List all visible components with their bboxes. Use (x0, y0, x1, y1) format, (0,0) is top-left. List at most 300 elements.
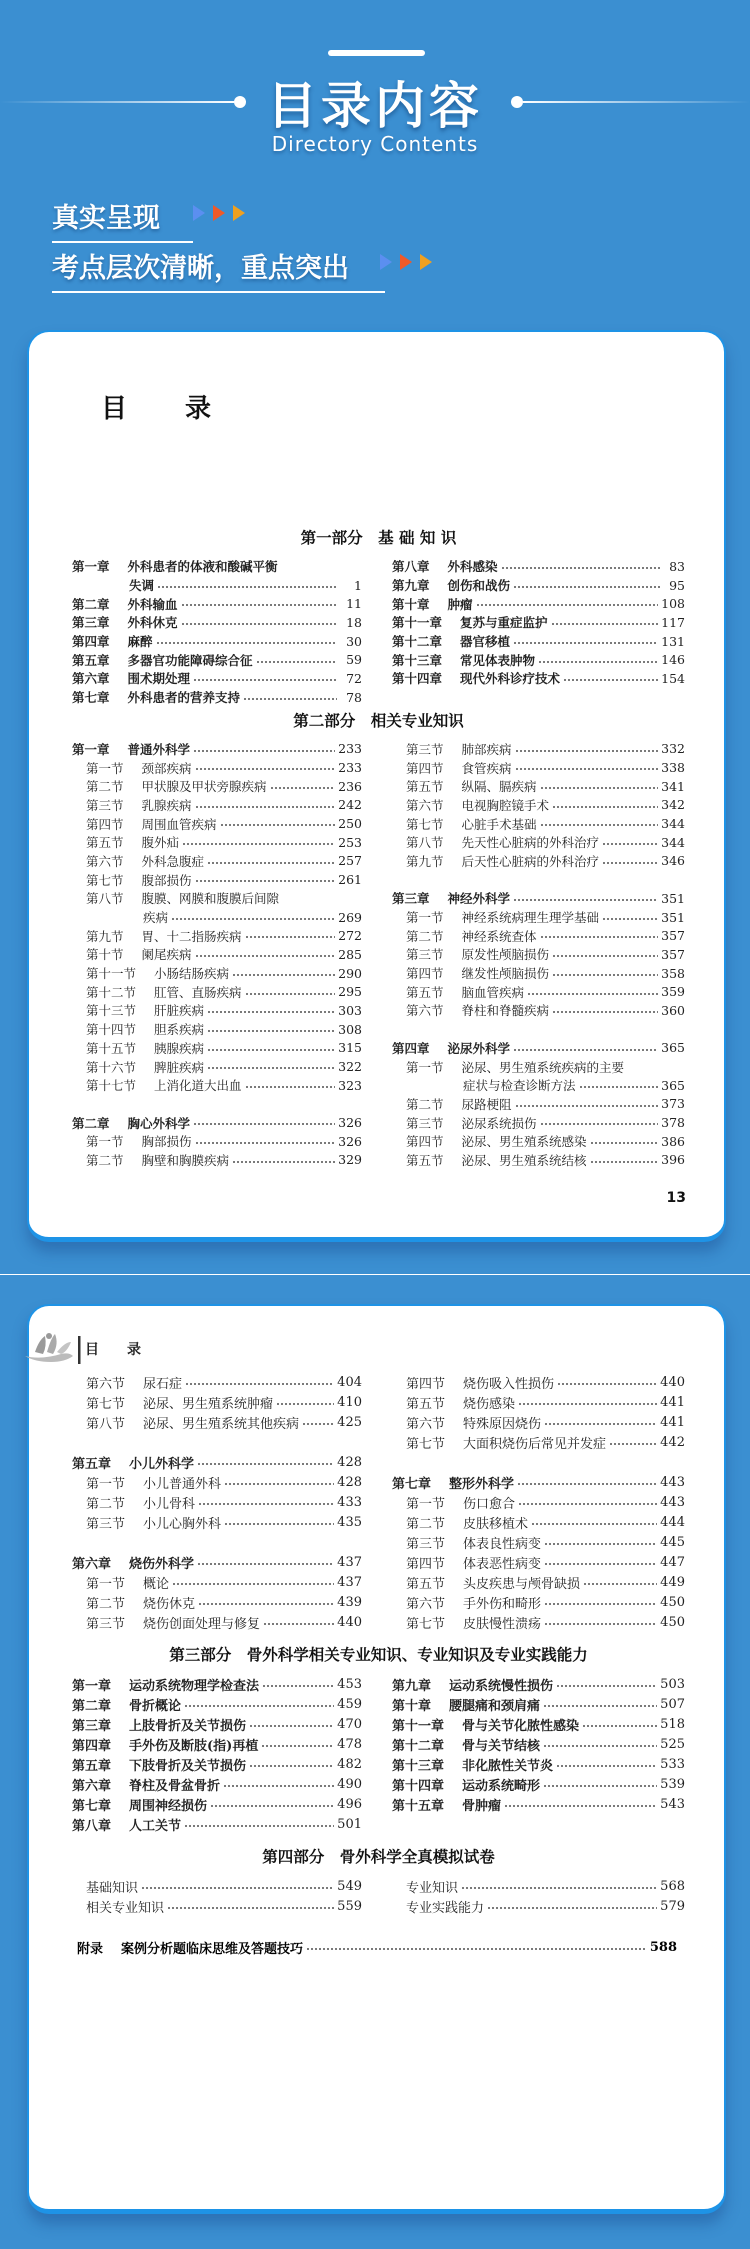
entry-label: 第二节 (406, 1096, 444, 1112)
entry-page: 559 (337, 1898, 362, 1914)
entry-title: 小儿心胸外科 (143, 1516, 222, 1532)
entry-title: 胰腺疾病 (154, 1040, 205, 1056)
dot-leader (551, 613, 659, 632)
entry-label: 第四章 (392, 1040, 430, 1056)
toc-entry (392, 1151, 685, 1170)
toc-entry (392, 852, 685, 871)
entry-title: 外科患者的体液和酸碱平衡 (127, 559, 278, 575)
entry-title: 骨与关节结核 (462, 1738, 541, 1754)
dot-leader (263, 1612, 334, 1632)
entry-label: 第一节 (86, 1476, 126, 1492)
entry-page: 396 (661, 1152, 685, 1168)
toc-entry (392, 982, 685, 1001)
dot-leader (224, 1512, 334, 1532)
entry-title: 运动系统慢性损伤 (449, 1678, 554, 1694)
dot-leader (531, 1512, 657, 1532)
entry-label: 第四节 (406, 1556, 446, 1572)
entry-page: 437 (337, 1574, 362, 1590)
entry-title: 脊柱及骨盆骨折 (129, 1778, 221, 1794)
dot-leader (193, 1113, 335, 1132)
arrow-icon (233, 205, 245, 221)
entry-title: 泌尿、男生殖系统结核 (461, 1152, 587, 1168)
entry-label: 第九章 (392, 578, 430, 594)
entry-title: 颈部疾病 (141, 760, 192, 776)
toc-group (72, 1674, 362, 1834)
entry-page: 322 (338, 1059, 362, 1075)
dot-leader (171, 908, 335, 927)
entry-page: 443 (660, 1494, 685, 1510)
dot-leader (207, 1057, 335, 1076)
entry-label: 第五节 (86, 835, 124, 851)
arrow-icon (400, 254, 412, 270)
right-column (392, 557, 685, 707)
entry-title: 脑血管疾病 (461, 984, 525, 1000)
entry-title: 腹膜、网膜和腹膜后间隙 (141, 891, 280, 907)
entry-label: 第一节 (406, 1059, 444, 1075)
entry-page: 360 (661, 1002, 685, 1018)
entry-title: 阑尾疾病 (141, 947, 192, 963)
entry-title: 泌尿、男生殖系统感染 (461, 1134, 587, 1150)
entry-page: 1 (354, 577, 362, 593)
toc-entry (392, 1592, 685, 1612)
dot-leader (552, 945, 658, 964)
entry-title: 多器官功能障碍综合征 (127, 652, 253, 668)
toc-entry (72, 1814, 362, 1834)
entry-label: 第一章 (72, 1678, 112, 1694)
entry-title: 运动系统畸形 (462, 1778, 541, 1794)
entry-page: 308 (338, 1021, 362, 1037)
entry-page: 95 (669, 577, 685, 593)
dot-leader (540, 814, 659, 833)
entry-page: 261 (338, 872, 362, 888)
dot-leader (210, 1794, 334, 1814)
entry-title: 整形外科学 (449, 1476, 515, 1492)
toc-entry-appendix (77, 1937, 677, 1957)
toc-entry (392, 1392, 685, 1412)
entry-title: 相关专业知识 (86, 1900, 165, 1916)
toc-entry (72, 557, 362, 576)
part-heading: 第四部分 骨外科学全真模拟试卷 (262, 1847, 495, 1866)
entry-title: 周围神经损伤 (129, 1798, 208, 1814)
toc-entry (392, 557, 685, 576)
dot-leader (195, 796, 336, 815)
toc-entry (392, 814, 685, 833)
dot-leader (476, 594, 659, 613)
entry-label: 第九节 (86, 928, 124, 944)
entry-title: 尿路梗阻 (461, 1096, 512, 1112)
toc-entry (392, 1532, 685, 1552)
entry-page: 428 (337, 1474, 362, 1490)
entry-title: 纵隔、膈疾病 (461, 779, 537, 795)
entry-title: 专业实践能力 (406, 1900, 485, 1916)
dot-leader (262, 1674, 334, 1694)
entry-page: 233 (338, 741, 362, 757)
entry-label: 第四节 (86, 816, 124, 832)
entry-title: 烧伤外科学 (129, 1556, 195, 1572)
entry-page: 59 (346, 652, 362, 668)
entry-page: 83 (669, 558, 685, 574)
entry-page: 285 (338, 946, 362, 962)
dot-leader (207, 852, 335, 871)
entry-title: 脾脏疾病 (154, 1059, 205, 1075)
toc-entry (392, 650, 685, 669)
toc-entry (392, 632, 685, 651)
entry-page: 257 (338, 853, 362, 869)
dot-leader (582, 1714, 657, 1734)
dot-leader (232, 964, 335, 983)
entry-label: 第七节 (406, 1436, 446, 1452)
entry-label: 第二节 (406, 1516, 446, 1532)
toc-columns (29, 1674, 728, 1834)
entry-page: 503 (660, 1676, 685, 1692)
toc-entry (72, 1392, 362, 1412)
entry-title: 概论 (143, 1576, 170, 1592)
tagline-2: 考点层次清晰，重点突出 (52, 246, 385, 293)
entry-title: 胸心外科学 (127, 1115, 191, 1131)
entry-page: 351 (661, 890, 685, 906)
entry-label: 第十二章 (392, 634, 443, 650)
entry-page: 11 (346, 596, 362, 612)
left-column (72, 557, 362, 707)
entry-title: 下肢骨折及关节损伤 (129, 1758, 247, 1774)
entry-page: 525 (660, 1736, 685, 1752)
toc-entry (392, 945, 685, 964)
entry-title: 小儿骨科 (143, 1496, 196, 1512)
toc-group (392, 557, 685, 688)
toc-entry (72, 1612, 362, 1632)
entry-page: 329 (338, 1152, 362, 1168)
entry-title: 小儿外科学 (129, 1456, 195, 1472)
dot-leader (513, 576, 660, 595)
entry-page: 290 (338, 965, 362, 981)
toc-entry (392, 1039, 685, 1058)
entry-page: 543 (660, 1796, 685, 1812)
entry-label: 第三节 (406, 1536, 446, 1552)
entry-title: 小儿普通外科 (143, 1476, 222, 1492)
toc-entry (392, 1113, 685, 1132)
entry-label: 第三节 (406, 947, 444, 963)
toc-entry (392, 1432, 685, 1452)
entry-page: 117 (661, 614, 685, 630)
toc-group (72, 1452, 362, 1532)
dot-leader (602, 833, 658, 852)
toc-content (29, 527, 728, 1169)
entry-label: 第十章 (392, 596, 430, 612)
toc-entry (72, 1734, 362, 1754)
toc-entry (392, 908, 685, 927)
page-divider (0, 1274, 750, 1275)
entry-page: 332 (661, 741, 685, 757)
toc-group (72, 1876, 362, 1916)
entry-title: 胸部损伤 (141, 1134, 192, 1150)
entry-label: 第五章 (72, 652, 110, 668)
toc-entry (392, 777, 685, 796)
entry-title: 泌尿、男生殖系统肿瘤 (143, 1396, 274, 1412)
entry-label: 第九章 (392, 1678, 432, 1694)
entry-title: 胆系疾病 (154, 1022, 205, 1038)
toc-group (392, 1472, 685, 1632)
dot-leader (181, 594, 337, 613)
left-column (72, 1372, 362, 1632)
dot-leader (184, 1814, 334, 1834)
entry-label: 第五节 (406, 1576, 446, 1592)
toc-group (72, 1552, 362, 1632)
arrow-icon (380, 254, 392, 270)
toc-entry (392, 833, 685, 852)
arrow-icon (213, 205, 225, 221)
toc-entry (72, 1076, 362, 1095)
toc-entry (72, 833, 362, 852)
entry-page: 358 (661, 965, 685, 981)
entry-title: 上肢骨折及关节损伤 (129, 1718, 247, 1734)
dot-leader (198, 1492, 334, 1512)
dot-leader (193, 669, 337, 688)
entry-page: 344 (661, 834, 685, 850)
toc-entry (392, 1734, 685, 1754)
entry-title: 神经系统病理生理学基础 (461, 910, 600, 926)
dot-leader (563, 669, 658, 688)
entry-title: 小肠结肠疾病 (154, 966, 230, 982)
entry-label: 第十二章 (392, 1738, 445, 1754)
toc-entry (72, 1372, 362, 1392)
entry-title: 复苏与重症监护 (460, 615, 548, 631)
dot-leader (513, 889, 658, 908)
toc-entry (72, 650, 362, 669)
toc-entry (72, 1132, 362, 1151)
entry-page: 295 (338, 984, 362, 1000)
entry-page: 482 (337, 1756, 362, 1772)
entry-page: 470 (337, 1716, 362, 1732)
toc-entry (72, 1057, 362, 1076)
toc-group (392, 740, 685, 871)
dot-leader (207, 1001, 335, 1020)
entry-label: 第十三章 (392, 1758, 445, 1774)
entry-page: 579 (660, 1898, 685, 1914)
entry-page: 440 (337, 1614, 362, 1630)
toc-entry (72, 777, 362, 796)
entry-label: 第十四节 (86, 1022, 137, 1038)
toc-page-2 (27, 1304, 726, 2214)
entry-page: 253 (338, 834, 362, 850)
entry-page: 236 (338, 778, 362, 794)
entry-page: 490 (337, 1776, 362, 1792)
dot-leader (544, 1592, 657, 1612)
dot-leader (579, 1076, 659, 1095)
dot-leader (195, 758, 336, 777)
entry-page: 272 (338, 928, 362, 944)
dot-leader (270, 777, 336, 796)
toc-entry (72, 1714, 362, 1734)
toc-group (392, 1876, 685, 1916)
entry-label: 第七章 (392, 1476, 432, 1492)
toc-entry (72, 1452, 362, 1472)
entry-title: 外科患者的营养支持 (127, 690, 241, 706)
toc-columns (29, 557, 728, 707)
entry-title: 器官移植 (460, 634, 511, 650)
dot-leader (513, 632, 658, 651)
entry-label: 第八节 (86, 1416, 126, 1432)
toc-entry (72, 1412, 362, 1432)
entry-page: 108 (661, 596, 685, 612)
entry-label: 第三节 (406, 1115, 444, 1131)
lotus-logo-icon (21, 1330, 81, 1368)
entry-page: 326 (338, 1133, 362, 1149)
entry-label: 第二节 (86, 1496, 126, 1512)
entry-page: 450 (660, 1594, 685, 1610)
entry-page: 342 (661, 797, 685, 813)
entry-label: 第六节 (406, 1003, 444, 1019)
entry-title: 腹外疝 (141, 835, 180, 851)
toc-entry (72, 632, 362, 651)
toc-entry-continuation (392, 1076, 685, 1095)
toc-entry (72, 1020, 362, 1039)
entry-label: 第十一章 (392, 615, 443, 631)
toc-entry (392, 613, 685, 632)
entry-title: 乳腺疾病 (141, 797, 192, 813)
entry-label: 第六节 (406, 1416, 446, 1432)
entry-label: 第六章 (72, 1556, 112, 1572)
toc-entry (72, 852, 362, 871)
toc-entry (392, 1754, 685, 1774)
entry-page: 549 (337, 1878, 362, 1894)
entry-title: 基础知识 (86, 1880, 139, 1896)
left-column (72, 1876, 362, 1916)
toc-entry (392, 1372, 685, 1392)
entry-title: 手外伤和畸形 (463, 1596, 542, 1612)
toc-entry (392, 1095, 685, 1114)
entry-title: 手外伤及断肢(指)再植 (129, 1738, 259, 1754)
entry-title: 神经系统查体 (461, 928, 537, 944)
toc-entry (392, 1057, 685, 1076)
entry-label: 第六节 (406, 1596, 446, 1612)
entry-page: 459 (337, 1696, 362, 1712)
entry-page: 428 (337, 1454, 362, 1470)
entry-page: 233 (338, 760, 362, 776)
entry-title-continued: 疾病 (143, 910, 169, 926)
dot-leader (556, 1754, 657, 1774)
part-heading: 第三部分 骨外科学相关专业知识、专业知识及专业实践能力 (169, 1645, 588, 1664)
entry-page: 518 (660, 1716, 685, 1732)
toc-group (392, 1372, 685, 1452)
entry-page: 78 (346, 689, 362, 705)
entry-label: 第十五节 (86, 1040, 137, 1056)
dot-leader (224, 1472, 334, 1492)
toc-entry (72, 740, 362, 759)
page-number: 13 (666, 1190, 686, 1206)
toc-entry (72, 758, 362, 777)
right-column (392, 1674, 685, 1834)
entry-label: 附录 (77, 1941, 104, 1957)
dot-leader (602, 908, 658, 927)
entry-title: 皮肤移植术 (463, 1516, 529, 1532)
entry-label: 第二章 (72, 1698, 112, 1714)
entry-title-continued: 失调 (129, 578, 155, 594)
toc-group (392, 1039, 685, 1170)
dot-leader (527, 982, 658, 1001)
entry-page: 453 (337, 1676, 362, 1692)
dot-leader (517, 1472, 657, 1492)
entry-label: 第十二节 (86, 984, 137, 1000)
toc-columns (29, 1876, 728, 1916)
toc-group (72, 740, 362, 1095)
entry-page: 30 (346, 633, 362, 649)
entry-label: 第十三节 (86, 1003, 137, 1019)
dot-leader (276, 1392, 334, 1412)
entry-page: 447 (660, 1554, 685, 1570)
entry-label: 第四节 (406, 1376, 446, 1392)
entry-label: 第一节 (406, 1496, 446, 1512)
dot-leader (556, 1674, 657, 1694)
dot-leader (504, 1794, 657, 1814)
entry-page: 442 (660, 1434, 685, 1450)
toc-entry (392, 669, 685, 688)
entry-label: 第六节 (406, 797, 444, 813)
dot-leader (515, 1095, 659, 1114)
entry-label: 第十六节 (86, 1059, 137, 1075)
dot-leader (141, 1876, 334, 1896)
entry-page: 154 (661, 670, 685, 686)
toc-entry (72, 1794, 362, 1814)
entry-title: 专业知识 (406, 1880, 459, 1896)
toc-entry (72, 1151, 362, 1170)
entry-page: 449 (660, 1574, 685, 1590)
toc-part (29, 710, 728, 1170)
dot-leader (552, 796, 658, 815)
toc-entry (392, 1612, 685, 1632)
toc-entry (392, 926, 685, 945)
toc-group (392, 1674, 685, 1814)
toc-entry (72, 1512, 362, 1532)
entry-page: 450 (660, 1614, 685, 1630)
entry-label: 第六章 (72, 1778, 112, 1794)
entry-label: 第四节 (406, 760, 444, 776)
entry-label: 第十七节 (86, 1078, 137, 1094)
entry-title: 人工关节 (129, 1818, 182, 1834)
toc-entry (72, 1592, 362, 1612)
page-title: 目 录 (101, 394, 214, 424)
dot-leader (223, 1774, 334, 1794)
entry-title: 头皮疾患与颅骨缺损 (463, 1576, 581, 1592)
entry-label: 第八章 (72, 1818, 112, 1834)
toc-entry (392, 1876, 685, 1896)
dot-leader (249, 1714, 334, 1734)
entry-title: 骨折概论 (129, 1698, 182, 1714)
toc-entry (72, 1774, 362, 1794)
dot-leader (513, 1039, 658, 1058)
toc-entry (72, 1472, 362, 1492)
entry-page: 359 (661, 984, 685, 1000)
entry-title: 神经外科学 (447, 891, 511, 907)
toc-entry (392, 1492, 685, 1512)
entry-title: 围术期处理 (127, 671, 191, 687)
entry-label: 第一章 (72, 741, 110, 757)
toc-entry (392, 796, 685, 815)
entry-title: 脊柱和脊髓疾病 (461, 1003, 550, 1019)
toc-entry (392, 1512, 685, 1532)
entry-label: 第四节 (406, 1134, 444, 1150)
dot-leader (157, 576, 337, 595)
entry-page: 386 (661, 1133, 685, 1149)
entry-page: 378 (661, 1115, 685, 1131)
entry-label: 第三章 (72, 615, 110, 631)
dot-leader (538, 650, 658, 669)
entry-label: 第八章 (392, 559, 430, 575)
dot-leader (156, 632, 337, 651)
dot-leader (515, 758, 659, 777)
dot-leader (540, 777, 659, 796)
entry-title-continued: 症状与检查诊断方法 (463, 1078, 576, 1094)
toc-entry (392, 964, 685, 983)
